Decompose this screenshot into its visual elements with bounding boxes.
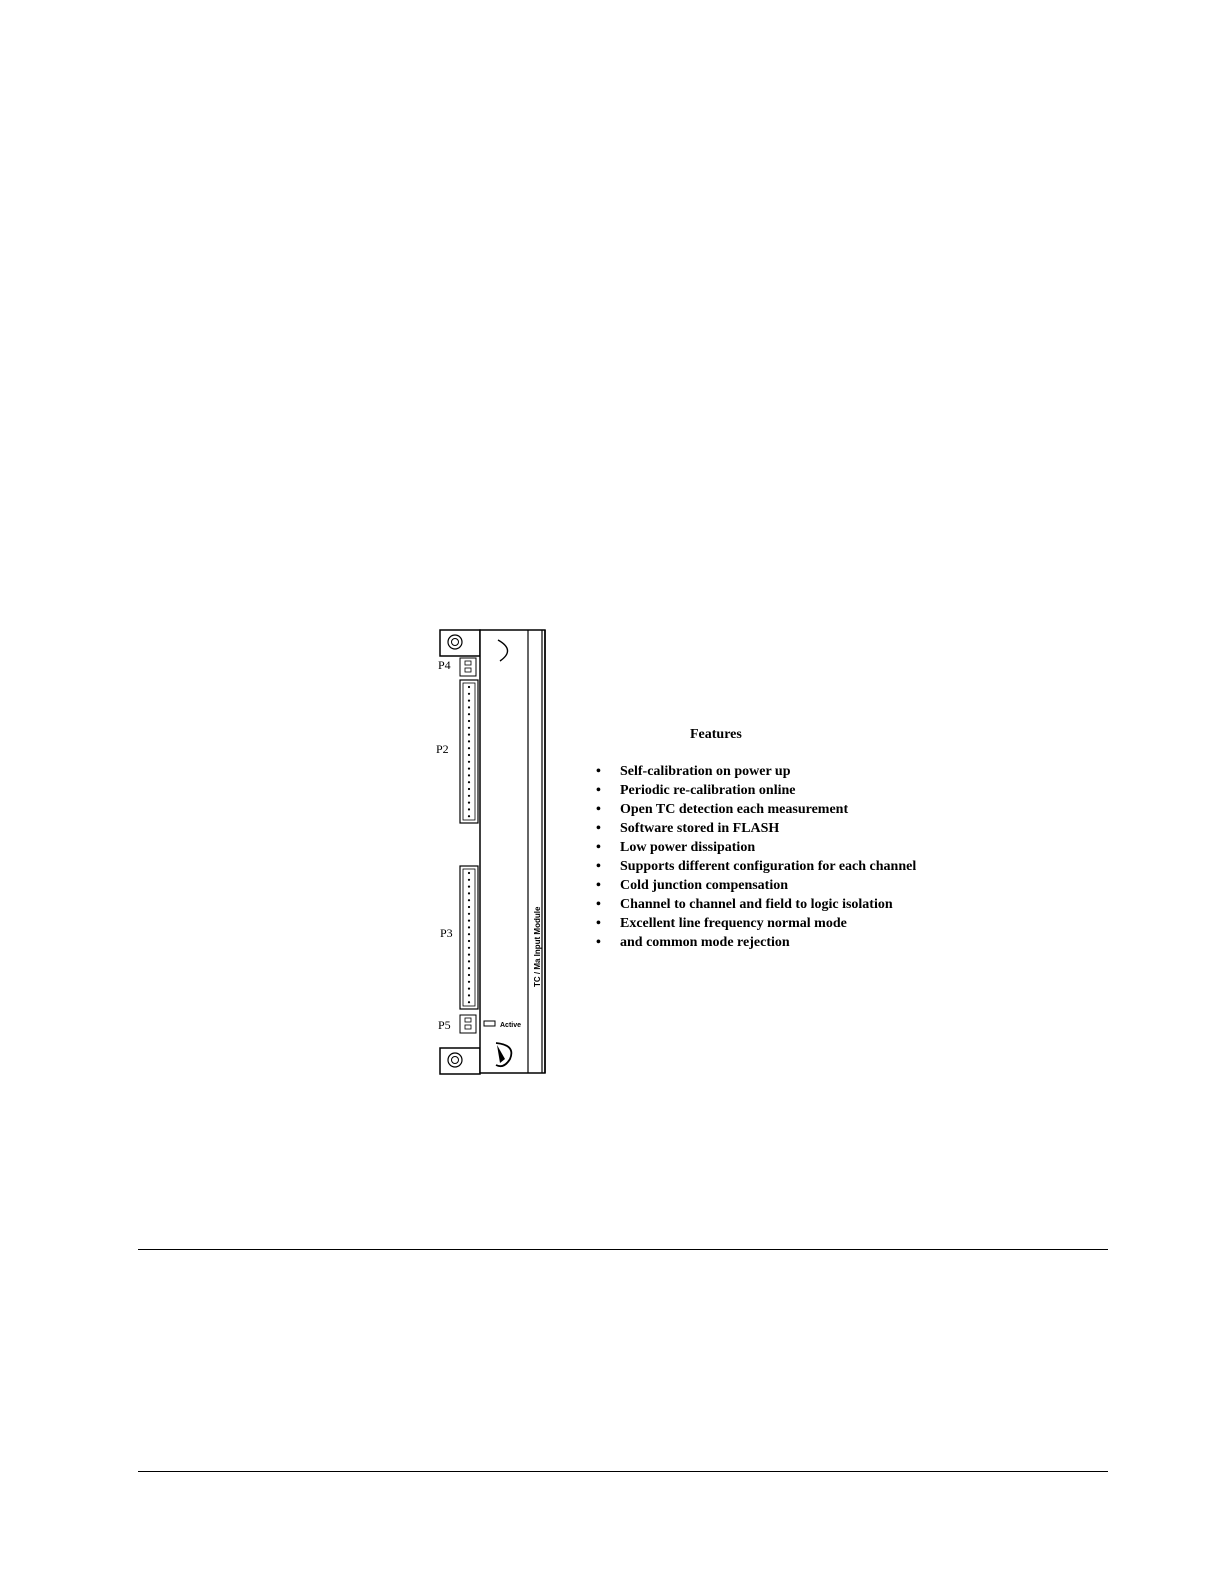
features-list (590, 762, 1010, 952)
feature-text: Supports different configuration for each channel (620, 859, 917, 874)
p2-terminal-strip (460, 680, 478, 823)
terminal-pin (468, 754, 470, 756)
terminal-pin (468, 747, 470, 749)
feature-item (590, 819, 1010, 838)
bullet-icon: • (596, 916, 601, 931)
bullet-icon: • (596, 764, 601, 779)
features-title: Features (690, 727, 742, 742)
terminal-pin (468, 700, 470, 702)
terminal-pin (468, 727, 470, 729)
terminal-pin (468, 974, 470, 976)
active-led-label: Active (500, 1022, 522, 1029)
terminal-pin (468, 994, 470, 996)
terminal-pin (468, 706, 470, 708)
footer-rule (138, 1471, 1108, 1472)
feature-item (590, 876, 1010, 895)
terminal-pin (468, 967, 470, 969)
feature-text: Software stored in FLASH (620, 821, 780, 836)
terminal-pin (468, 774, 470, 776)
bullet-icon: • (596, 783, 601, 798)
terminal-pin (468, 740, 470, 742)
connector-label-p4: P4 (438, 658, 451, 672)
terminal-pin (468, 954, 470, 956)
terminal-pin (468, 802, 470, 804)
terminal-pin (468, 808, 470, 810)
bullet-icon: • (596, 878, 601, 893)
terminal-pin (468, 933, 470, 935)
bottom-mount-bracket (440, 1048, 480, 1074)
terminal-pin (468, 781, 470, 783)
feature-item (590, 895, 1010, 914)
feature-item (590, 914, 1010, 933)
bullet-icon: • (596, 897, 601, 912)
terminal-pin (468, 795, 470, 797)
terminal-pin (468, 686, 470, 688)
terminal-pin (468, 768, 470, 770)
bullet-icon: • (596, 859, 601, 874)
feature-item (590, 933, 1010, 952)
connector-label-p2: P2 (436, 742, 449, 756)
feature-text: Low power dissipation (620, 840, 756, 855)
connector-label-p3: P3 (440, 926, 453, 940)
active-led (484, 1021, 495, 1026)
module-drawing (430, 625, 560, 1080)
front-panel (480, 630, 545, 1073)
feature-text: Periodic re-calibration online (620, 783, 796, 798)
terminal-pin (468, 886, 470, 888)
terminal-pin (468, 761, 470, 763)
terminal-pin (468, 981, 470, 983)
feature-text: Cold junction compensation (620, 878, 789, 893)
terminal-pin (468, 693, 470, 695)
terminal-pin (468, 788, 470, 790)
terminal-pin (468, 906, 470, 908)
feature-item (590, 800, 1010, 819)
feature-item (590, 762, 1010, 781)
terminal-pin (468, 720, 470, 722)
bullet-icon: • (596, 935, 601, 950)
terminal-pin (468, 920, 470, 922)
io-module-diagram (430, 625, 560, 1080)
connector-label-p5: P5 (438, 1018, 451, 1032)
feature-item (590, 838, 1010, 857)
terminal-pin (468, 940, 470, 942)
divider-rule (138, 1249, 1108, 1250)
feature-text: Self-calibration on power up (620, 764, 791, 779)
feature-item (590, 781, 1010, 800)
terminal-pin (468, 734, 470, 736)
p3-terminal-strip (460, 866, 478, 1009)
feature-text: and common mode rejection (620, 935, 790, 950)
feature-text: Excellent line frequency normal mode (620, 916, 847, 931)
terminal-pin (468, 815, 470, 817)
module-side-label: TC / Ma Input Module (533, 906, 542, 987)
feature-text: Open TC detection each measurement (620, 802, 849, 817)
bullet-icon: • (596, 821, 601, 836)
top-mount-bracket (440, 630, 480, 656)
terminal-pin (468, 1001, 470, 1003)
terminal-pin (468, 947, 470, 949)
terminal-pin (468, 872, 470, 874)
terminal-pin (468, 899, 470, 901)
terminal-pin (468, 913, 470, 915)
feature-text: Channel to channel and field to logic isolation (620, 897, 893, 912)
terminal-pin (468, 879, 470, 881)
features-section (590, 726, 1010, 952)
bullet-icon: • (596, 802, 601, 817)
terminal-pin (468, 960, 470, 962)
terminal-pin (468, 713, 470, 715)
terminal-pin (468, 988, 470, 990)
bullet-icon: • (596, 840, 601, 855)
feature-item (590, 857, 1010, 876)
terminal-pin (468, 926, 470, 928)
terminal-pin (468, 892, 470, 894)
